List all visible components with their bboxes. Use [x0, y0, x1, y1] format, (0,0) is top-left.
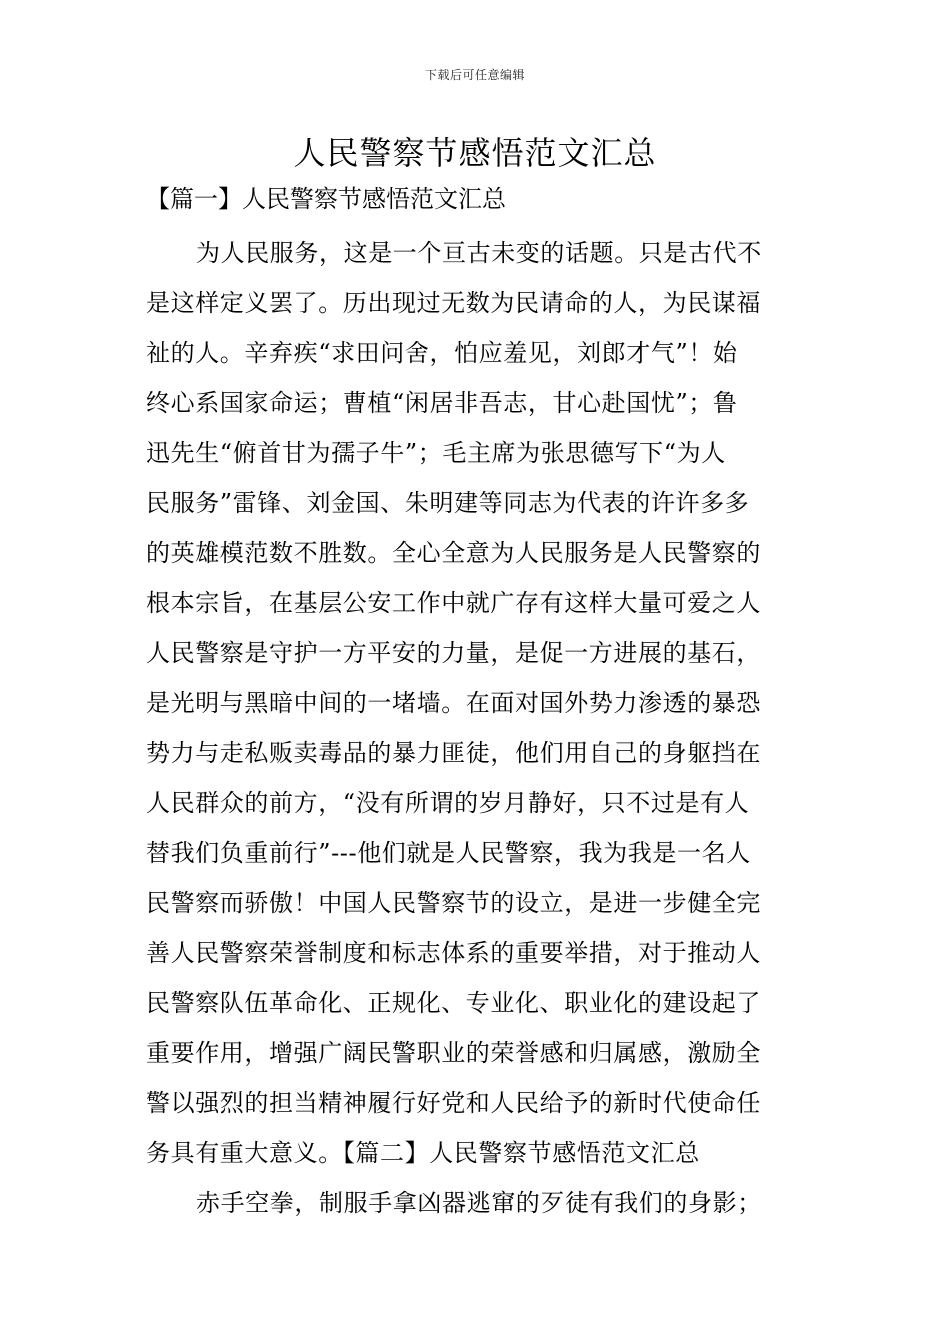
- section-heading: 【篇一】人民警察节感悟范文汇总: [146, 185, 506, 213]
- body-line: 替我们负重前行”---他们就是人民警察，我为我是一名人: [146, 839, 751, 867]
- body-line: 终心系国家命运；曹植“闲居非吾志，甘心赴国忧”；鲁: [146, 389, 738, 417]
- body-line: 势力与走私贩卖毒品的暴力匪徒，他们用自己的身躯挡在: [146, 739, 761, 767]
- body-line: 迅先生“俯首甘为孺子牛”；毛主席为张思德写下“为人: [146, 439, 726, 467]
- body-line: 人民警察是守护一方平安的力量，是促一方进展的基石，: [146, 639, 761, 667]
- body-line: 是光明与黑暗中间的一堵墙。在面对国外势力渗透的暴恐: [146, 689, 761, 717]
- body-line: 赤手空拳，制服手拿凶器逃窜的歹徒有我们的身影；: [196, 1189, 762, 1217]
- body-line: 的英雄模范数不胜数。全心全意为人民服务是人民警察的: [146, 539, 761, 567]
- body-line: 重要作用，增强广阔民警职业的荣誉感和归属感，激励全: [146, 1039, 761, 1067]
- body-line: 根本宗旨，在基层公安工作中就广存有这样大量可爱之人: [146, 589, 761, 617]
- body-text: [146, 228, 806, 1228]
- body-line: 为人民服务，这是一个亘古未变的话题。只是古代不: [196, 239, 762, 267]
- body-line: 民警察队伍革命化、正规化、专业化、职业化的建设起了: [146, 989, 761, 1017]
- body-line: 人民群众的前方，“没有所谓的岁月静好，只不过是有人: [146, 789, 750, 817]
- body-line: 务具有重大意义。【篇二】人民警察节感悟范文汇总: [146, 1139, 700, 1167]
- document-title: 人民警察节感悟范文汇总: [293, 134, 657, 172]
- body-line: 民警察而骄傲！中国人民警察节的设立，是进一步健全完: [146, 889, 761, 917]
- body-line: 善人民警察荣誉制度和标志体系的重要举措，对于推动人: [146, 939, 761, 967]
- body-line: 祉的人。辛弃疾“求田问舍，怕应羞见，刘郎才气”！始: [146, 339, 738, 367]
- body-line: 民服务”雷锋、刘金国、朱明建等同志为代表的许许多多: [146, 489, 750, 517]
- page-header-note: 下载后可任意编辑: [424, 68, 525, 82]
- body-line: 警以强烈的担当精神履行好党和人民给予的新时代使命任: [146, 1089, 761, 1117]
- body-line: 是这样定义罢了。历出现过无数为民请命的人，为民谋福: [146, 289, 761, 317]
